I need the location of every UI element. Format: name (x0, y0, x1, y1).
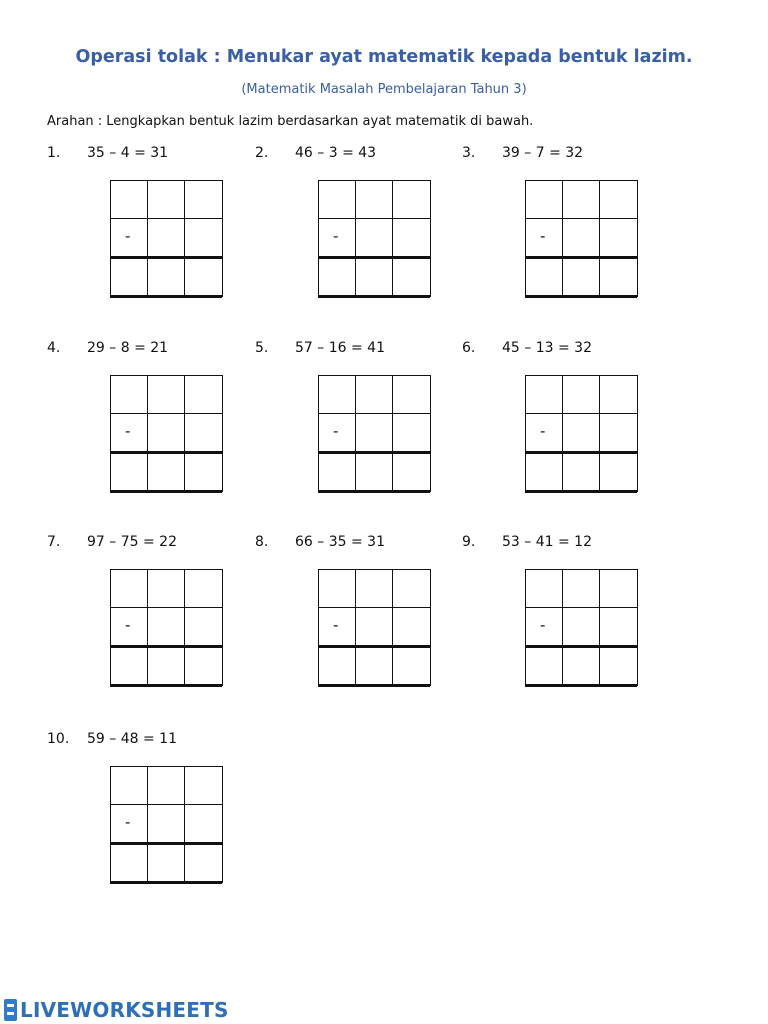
answer-cell[interactable] (147, 647, 186, 686)
problem-number: 6. (462, 340, 476, 356)
problem-equation: 66 – 35 = 31 (295, 534, 385, 550)
result-separator-line (318, 256, 430, 259)
answer-cell[interactable] (355, 258, 394, 297)
problem-number: 1. (47, 145, 61, 161)
answer-cell[interactable] (147, 766, 186, 805)
answer-cell[interactable] (355, 647, 394, 686)
problem-equation: 57 – 16 = 41 (295, 340, 385, 356)
answer-cell[interactable] (147, 258, 186, 297)
answer-cell[interactable] (392, 375, 431, 414)
page-subtitle: (Matematik Masalah Pembelajaran Tahun 3) (241, 82, 527, 97)
bottom-line (110, 490, 222, 493)
bottom-line (110, 684, 222, 687)
answer-cell[interactable] (392, 647, 431, 686)
problem-number: 2. (255, 145, 269, 161)
answer-cell[interactable] (147, 804, 186, 845)
answer-cell[interactable] (110, 844, 148, 883)
answer-cell[interactable] (562, 607, 601, 648)
answer-cell[interactable] (355, 569, 394, 608)
liveworksheets-logo-icon (4, 999, 17, 1021)
problem-equation: 59 – 48 = 11 (87, 731, 177, 747)
answer-cell[interactable] (184, 647, 223, 686)
answer-cell[interactable] (110, 453, 148, 492)
answer-cell[interactable] (147, 844, 186, 883)
answer-cell[interactable] (184, 375, 223, 414)
problem-number: 3. (462, 145, 476, 161)
answer-cell[interactable] (318, 647, 356, 686)
answer-cell[interactable] (562, 375, 601, 414)
answer-cell[interactable] (184, 180, 223, 219)
problem-equation: 29 – 8 = 21 (87, 340, 169, 356)
answer-cell[interactable] (110, 647, 148, 686)
result-separator-line (110, 256, 222, 259)
answer-cell[interactable] (599, 180, 638, 219)
answer-cell[interactable] (184, 766, 223, 805)
answer-cell[interactable] (525, 569, 563, 608)
answer-cell[interactable] (392, 607, 431, 648)
answer-cell[interactable] (392, 453, 431, 492)
answer-grid (110, 180, 222, 298)
bottom-line (318, 490, 430, 493)
answer-cell[interactable] (355, 607, 394, 648)
instruction-text: Arahan : Lengkapkan bentuk lazim berdasarkan ayat matematik di bawah. (47, 114, 534, 129)
answer-cell[interactable] (562, 647, 601, 686)
problem-equation: 39 – 7 = 32 (502, 145, 584, 161)
answer-cell[interactable] (562, 453, 601, 492)
answer-grid (110, 766, 222, 884)
bottom-line (110, 881, 222, 884)
bottom-line (525, 490, 637, 493)
answer-cell[interactable] (318, 453, 356, 492)
result-separator-line (318, 451, 430, 454)
problem-number: 9. (462, 534, 476, 550)
answer-cell[interactable] (110, 180, 148, 219)
answer-cell[interactable] (184, 607, 223, 648)
answer-cell[interactable] (184, 453, 223, 492)
answer-cell[interactable] (355, 218, 394, 259)
answer-cell[interactable] (355, 375, 394, 414)
answer-cell[interactable] (184, 258, 223, 297)
answer-cell[interactable] (147, 413, 186, 454)
minus-sign: - (333, 227, 339, 245)
problem-equation: 46 – 3 = 43 (295, 145, 377, 161)
answer-cell[interactable] (525, 258, 563, 297)
problem-number: 5. (255, 340, 269, 356)
answer-grid (525, 180, 637, 298)
result-separator-line (525, 256, 637, 259)
answer-cell[interactable] (147, 453, 186, 492)
answer-cell[interactable] (562, 413, 601, 454)
problem-number: 4. (47, 340, 61, 356)
result-separator-line (110, 842, 222, 845)
answer-cell[interactable] (110, 375, 148, 414)
answer-cell[interactable] (110, 258, 148, 297)
answer-grid (525, 375, 637, 493)
answer-cell[interactable] (599, 647, 638, 686)
answer-grid (110, 569, 222, 687)
answer-cell[interactable] (318, 375, 356, 414)
answer-cell[interactable] (184, 804, 223, 845)
answer-cell[interactable] (147, 607, 186, 648)
answer-cell[interactable] (599, 453, 638, 492)
answer-cell[interactable] (392, 218, 431, 259)
answer-cell[interactable] (184, 413, 223, 454)
minus-sign: - (125, 422, 131, 440)
minus-sign: - (540, 422, 546, 440)
bottom-line (525, 295, 637, 298)
answer-cell[interactable] (562, 180, 601, 219)
answer-grid (525, 569, 637, 687)
answer-grid (110, 375, 222, 493)
answer-cell[interactable] (392, 413, 431, 454)
page-title: Operasi tolak : Menukar ayat matematik kepada bentuk lazim. (75, 47, 693, 67)
answer-cell[interactable] (392, 180, 431, 219)
minus-sign: - (125, 227, 131, 245)
answer-cell[interactable] (599, 413, 638, 454)
answer-cell[interactable] (599, 375, 638, 414)
answer-grid (318, 375, 430, 493)
minus-sign: - (333, 422, 339, 440)
answer-cell[interactable] (525, 180, 563, 219)
minus-sign: - (125, 616, 131, 634)
liveworksheets-logo (4, 998, 229, 1022)
answer-cell[interactable] (318, 258, 356, 297)
bottom-line (318, 295, 430, 298)
answer-cell[interactable] (599, 569, 638, 608)
minus-sign: - (125, 813, 131, 831)
bottom-line (318, 684, 430, 687)
answer-cell[interactable] (147, 180, 186, 219)
result-separator-line (525, 451, 637, 454)
answer-cell[interactable] (110, 569, 148, 608)
answer-cell[interactable] (355, 180, 394, 219)
answer-grid (318, 569, 430, 687)
answer-cell[interactable] (184, 218, 223, 259)
problem-number: 8. (255, 534, 269, 550)
answer-cell[interactable] (355, 413, 394, 454)
result-separator-line (110, 645, 222, 648)
logo-text: LIVEWORKSHEETS (20, 998, 229, 1022)
problem-equation: 35 – 4 = 31 (87, 145, 169, 161)
answer-cell[interactable] (562, 258, 601, 297)
answer-cell[interactable] (318, 569, 356, 608)
result-separator-line (318, 645, 430, 648)
answer-cell[interactable] (110, 766, 148, 805)
answer-cell[interactable] (599, 218, 638, 259)
answer-cell[interactable] (525, 453, 563, 492)
minus-sign: - (333, 616, 339, 634)
answer-cell[interactable] (599, 607, 638, 648)
answer-cell[interactable] (147, 218, 186, 259)
answer-cell[interactable] (392, 258, 431, 297)
answer-cell[interactable] (562, 569, 601, 608)
answer-cell[interactable] (599, 258, 638, 297)
problem-equation: 97 – 75 = 22 (87, 534, 177, 550)
answer-cell[interactable] (525, 375, 563, 414)
answer-cell[interactable] (392, 569, 431, 608)
answer-cell[interactable] (525, 647, 563, 686)
result-separator-line (110, 451, 222, 454)
bottom-line (525, 684, 637, 687)
answer-cell[interactable] (318, 180, 356, 219)
problem-number: 10. (47, 731, 70, 747)
answer-cell[interactable] (184, 844, 223, 883)
minus-sign: - (540, 227, 546, 245)
bottom-line (110, 295, 222, 298)
problem-equation: 53 – 41 = 12 (502, 534, 592, 550)
minus-sign: - (540, 616, 546, 634)
answer-cell[interactable] (562, 218, 601, 259)
problem-number: 7. (47, 534, 61, 550)
result-separator-line (525, 645, 637, 648)
answer-cell[interactable] (147, 375, 186, 414)
answer-grid (318, 180, 430, 298)
answer-cell[interactable] (147, 569, 186, 608)
problem-equation: 45 – 13 = 32 (502, 340, 592, 356)
answer-cell[interactable] (184, 569, 223, 608)
answer-cell[interactable] (355, 453, 394, 492)
